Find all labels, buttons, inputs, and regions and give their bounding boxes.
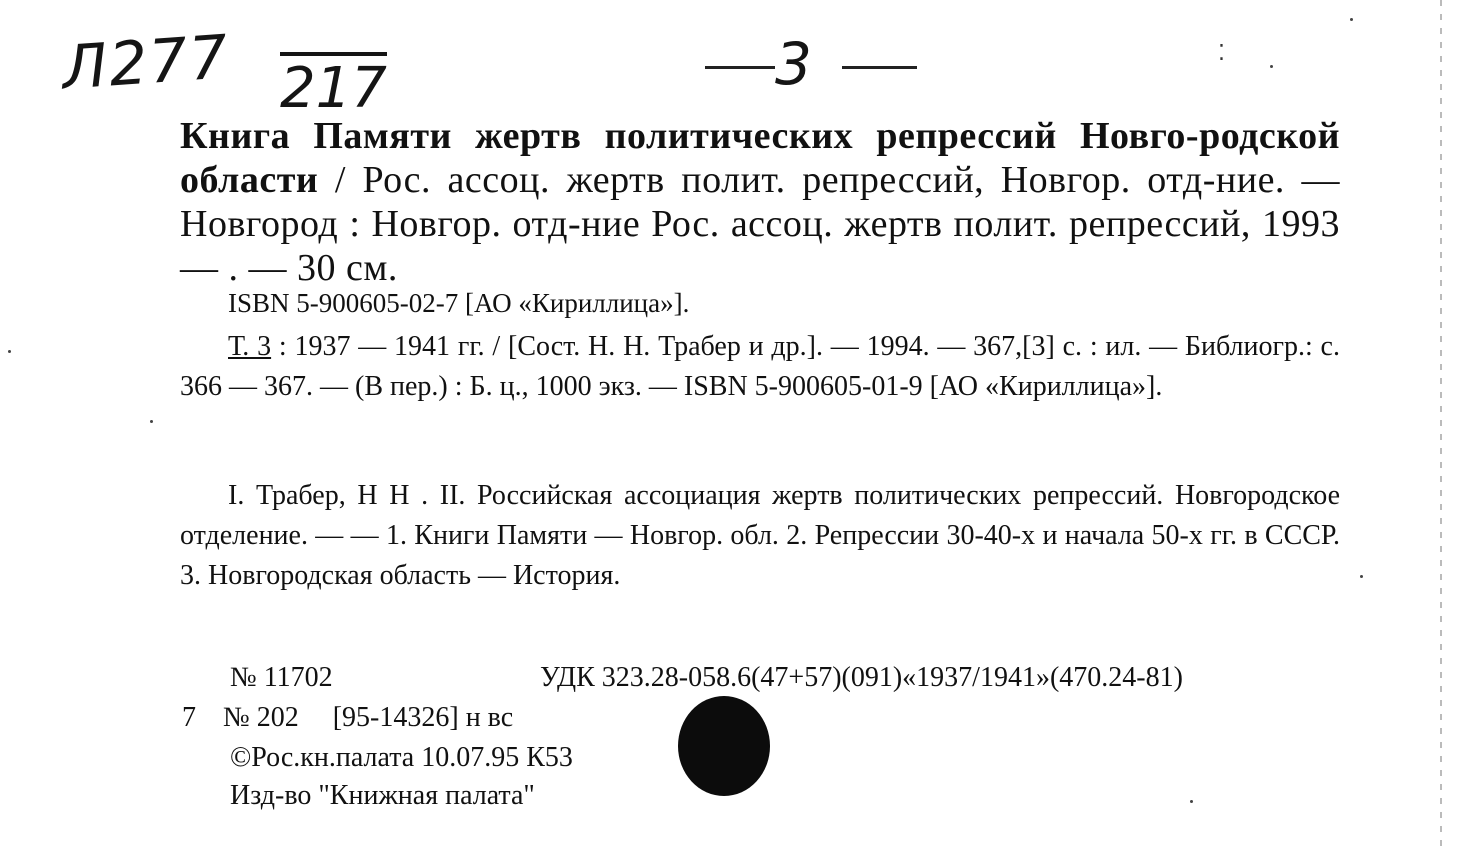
bibliographic-title (180, 114, 1340, 290)
registration-number-1: № 11702 (230, 662, 333, 693)
registration-line-2 (182, 702, 513, 734)
volume-text: : 1937 — 1941 гг. / [Сост. Н. Н. Трабер и др.]. — 1994. — 367,[3] с. : ил. — Библиогр.: с. 366 — 367. — (В пер.) : Б. ц., 1000 экз. — ISBN 5-900605-01-9 [АО «Кириллица»]. (180, 331, 1340, 402)
scan-edge (1440, 0, 1442, 850)
registration-code: [95-14326] н вс (332, 702, 514, 733)
tracing-entry (180, 476, 1340, 596)
isbn-main: ISBN 5-900605-02-7 [АО «Кириллица»]. (228, 288, 690, 318)
copyright-line: ©Рос.кн.палата 10.07.95 К53 (230, 742, 573, 773)
page-number-dash-right (842, 66, 917, 69)
speck (1270, 65, 1273, 68)
speck (8, 350, 11, 353)
shelf-mark: Л277 (59, 22, 232, 104)
speck (1350, 18, 1353, 21)
registration-prefix: 7 (182, 702, 196, 733)
title-rest: / Рос. ассоц. жертв полит. репрессий, Новгор. отд-ние. — Новгород : Новгор. отд-ние Рос. ассоц. жертв полит. репрессий, 1993 — . — 30 см. (180, 159, 1340, 289)
tracing-text: I. Трабер, Н Н . II. Российская ассоциация жертв политических репрессий. Новгородское отделение. — — 1. Книги Памяти — Новгор. обл. 2. Репрессии 30-40-х и начала 50-х гг. в СССР. 3. Новгородская область — История. (180, 480, 1340, 591)
udk-code: УДК 323.28-058.6(47+57)(091)«1937/1941»(470.24-81) (540, 662, 1183, 693)
title-heading: Книга Памяти жертв политических репрессий Новго-родской области (180, 115, 1340, 201)
speck (1190, 800, 1193, 803)
registration-number-2: № 202 (223, 702, 299, 733)
page-number-dash-left (705, 66, 775, 69)
corner-specks: ⁚ (1218, 40, 1225, 65)
speck (150, 420, 153, 423)
volume-number: Т. 3 (228, 331, 272, 362)
volume-entry (180, 327, 1340, 407)
shelf-mark-sub: 217 (280, 52, 387, 120)
publisher-line: Изд-во "Книжная палата" (230, 780, 535, 811)
page-number: 3 (775, 30, 812, 98)
speck (1360, 575, 1363, 578)
card-punch-hole (678, 696, 770, 796)
